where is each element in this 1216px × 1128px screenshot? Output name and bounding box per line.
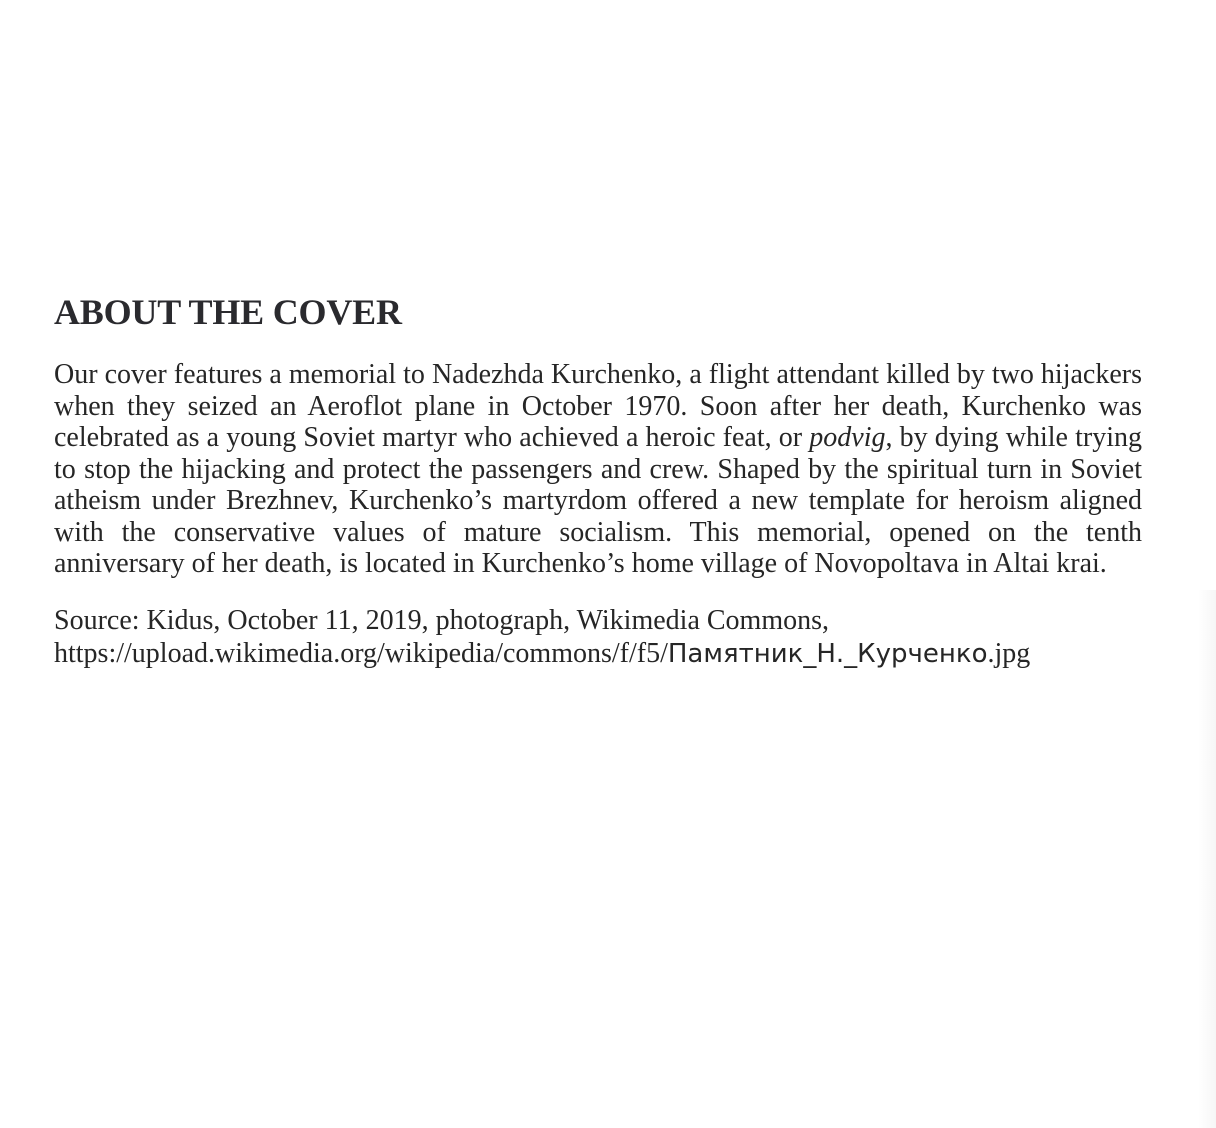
about-the-cover-section	[54, 290, 1142, 671]
paragraph-text-end: , by dying while trying to stop the hijacking and protect the passengers and crew. Shaped by the spiritual turn in Soviet atheism under Brezhnev, Kurchenko’s martyrdom offered a new template for heroism aligned with the conservative values of mature socialism. This memorial, opened on the tenth anniversary of her death, is located in Kurchenko’s home village of Novopoltava in Altai krai.	[54, 422, 1142, 579]
image-source-citation	[54, 604, 1142, 671]
page-edge-shadow	[1198, 590, 1216, 1128]
section-title: ABOUT THE COVER	[54, 292, 402, 332]
italic-term: podvig	[809, 422, 886, 453]
source-line: Source: Kidus, October 11, 2019, photograph, Wikimedia Commons,	[54, 604, 830, 636]
cover-description-paragraph	[54, 359, 1142, 580]
source-url-cyrillic: Памятник_Н._Курченко	[667, 638, 988, 669]
source-url-suffix: .jpg	[987, 637, 1031, 669]
source-url	[54, 637, 1142, 671]
paragraph-text-start: Our cover features a memorial to Nadezhda Kurchenko, a flight attendant killed by two hijackers when they seized an Aeroflot plane in October 1970. Soon after her death, Kurchenko was celebrated as a young Soviet martyr who achieved a heroic feat, or	[54, 359, 1142, 453]
source-url-prefix: https://upload.wikimedia.org/wikipedia/commons/f/f5/	[54, 637, 668, 669]
